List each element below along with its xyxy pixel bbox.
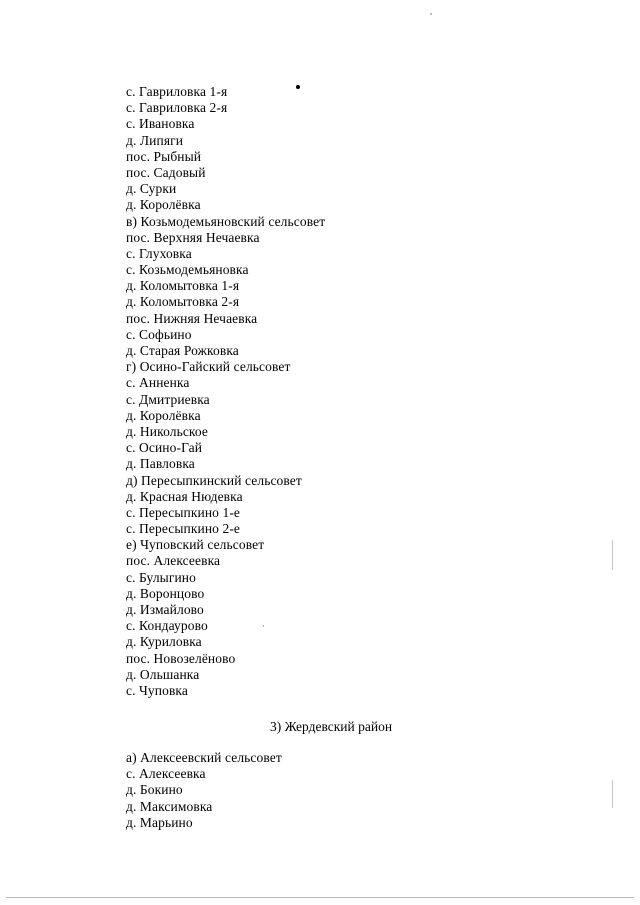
list-item: д. Бокино xyxy=(126,782,183,798)
list-item: с. Булыгино xyxy=(126,569,196,585)
list-item: д. Красная Нюдевка xyxy=(126,488,243,504)
list-item: пос. Алексеевка xyxy=(126,553,221,569)
district-heading: 3) Жердевский район xyxy=(270,719,393,734)
list-item: пос. Рыбный xyxy=(126,148,202,164)
list-item: с. Пересыпкино 2-е xyxy=(126,521,241,537)
list-item: д. Коломытовка 1-я xyxy=(126,278,240,294)
settlement-list-bottom xyxy=(126,750,282,831)
list-item: с. Чуповка xyxy=(126,682,188,698)
scan-edge-mark xyxy=(612,540,613,570)
list-item: д. Королёвка xyxy=(126,197,201,213)
scan-speck xyxy=(430,13,432,15)
list-item: пос. Верхняя Нечаевка xyxy=(126,229,260,245)
list-item: д. Старая Рожковка xyxy=(126,343,239,358)
list-item: с. Пересыпкино 1-е xyxy=(126,504,241,520)
list-item: с. Алексеевка xyxy=(126,766,206,782)
list-item: д. Воронцово xyxy=(126,585,205,601)
list-item: а) Алексеевский сельсовет xyxy=(126,750,282,765)
list-item: д. Куриловка xyxy=(126,634,202,650)
list-item: с. Гавриловка 1-я xyxy=(126,84,228,99)
scan-speck xyxy=(296,85,300,89)
list-item: д. Максимовка xyxy=(126,798,213,814)
list-item: д. Измайлово xyxy=(126,602,204,617)
list-item: д. Коломытовка 2-я xyxy=(126,294,240,310)
list-item: с. Анненка xyxy=(126,375,190,391)
list-item: с. Козьмодемьяновка xyxy=(126,262,249,278)
list-item: д. Королёвка xyxy=(126,407,201,423)
list-item: д. Ольшанка xyxy=(126,666,200,682)
list-item: д) Пересыпкинский сельсовет xyxy=(126,472,302,488)
scan-bottom-line xyxy=(6,897,634,898)
list-item: с. Кондаурово xyxy=(126,618,208,634)
list-item: в) Козьмодемьяновский сельсовет xyxy=(126,213,326,229)
list-item: г) Осино-Гайский сельсовет xyxy=(126,359,291,375)
list-item: с. Глуховка xyxy=(126,245,192,261)
list-item: с. Ивановка xyxy=(126,116,195,132)
list-item: пос. Новозелёново xyxy=(126,650,236,666)
list-item: д. Никольское xyxy=(126,423,209,439)
list-item: с. Гавриловка 2-я xyxy=(126,100,228,116)
scan-speck xyxy=(263,625,264,627)
settlement-list-top xyxy=(126,84,325,699)
list-item: д. Сурки xyxy=(126,181,177,197)
list-item: с. Дмитриевка xyxy=(126,391,210,407)
list-item: с. Осино-Гай xyxy=(126,440,203,456)
list-item: с. Софьино xyxy=(126,326,192,342)
list-item: пос. Нижняя Нечаевка xyxy=(126,310,258,326)
list-item: д. Павловка xyxy=(126,456,195,472)
list-item: пос. Садовый xyxy=(126,164,206,180)
list-item: д. Липяги xyxy=(126,132,184,148)
list-item: е) Чуповский сельсовет xyxy=(126,537,265,553)
scan-edge-mark xyxy=(612,780,613,808)
list-item: д. Марьино xyxy=(126,814,193,830)
